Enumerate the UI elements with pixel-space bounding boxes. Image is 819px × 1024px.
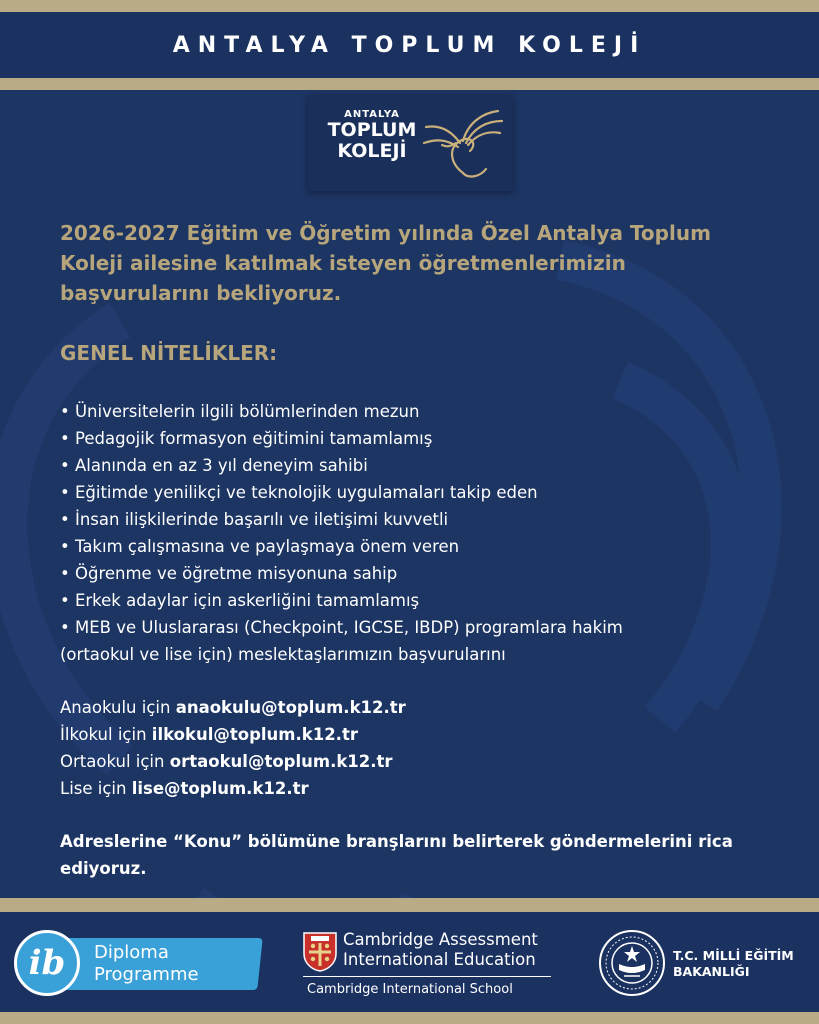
title-gold-divider bbox=[0, 78, 819, 90]
contact-list bbox=[60, 694, 780, 802]
list-item: • Üniversitelerin ilgili bölümlerinden mezun bbox=[60, 402, 420, 421]
title-bar bbox=[0, 12, 819, 78]
list-item: • Pedagojik formasyon eğitimini tamamlamış bbox=[60, 429, 433, 448]
logo-wordmark bbox=[322, 109, 422, 162]
cambridge-logo bbox=[303, 930, 553, 1002]
top-gold-stripe bbox=[0, 0, 819, 12]
list-item: • Alanında en az 3 yıl deneyim sahibi bbox=[60, 456, 368, 475]
email-link[interactable]: ilkokul@toplum.k12.tr bbox=[151, 725, 358, 744]
email-link[interactable]: lise@toplum.k12.tr bbox=[131, 779, 309, 798]
meb-logo bbox=[597, 928, 797, 1000]
contact-lise bbox=[60, 775, 780, 802]
contact-label: Lise için bbox=[60, 779, 127, 798]
cambridge-shield-icon bbox=[303, 932, 337, 972]
email-link[interactable]: ortaokul@toplum.k12.tr bbox=[169, 752, 393, 771]
logo-line-1: ANTALYA bbox=[344, 109, 400, 120]
closing-text: Adreslerine “Konu” bölümüne branşlarını belirterek göndermelerini rica ediyoruz. bbox=[60, 832, 733, 878]
ib-line-1: Diploma bbox=[94, 942, 169, 963]
cambridge-divider bbox=[303, 976, 551, 977]
list-item: • İnsan ilişkilerinde başarılı ve iletişimi kuvvetli bbox=[60, 510, 449, 529]
ib-line-2: Programme bbox=[94, 964, 199, 985]
contact-anaokulu bbox=[60, 694, 780, 721]
cambridge-school: Cambridge International School bbox=[307, 982, 513, 997]
logo-line-3: KOLEJİ bbox=[337, 140, 407, 162]
phoenix-icon bbox=[420, 103, 506, 183]
contact-ortaokul bbox=[60, 748, 780, 775]
meb-text bbox=[673, 948, 794, 980]
contact-label: İlkokul için bbox=[60, 725, 147, 744]
contact-ilkokul bbox=[60, 721, 780, 748]
ib-text bbox=[94, 942, 199, 986]
footer-gold-divider bbox=[0, 898, 819, 912]
footer bbox=[0, 912, 819, 1012]
meb-line-2: BAKANLIĞI bbox=[673, 964, 750, 979]
list-item: • Takım çalışmasına ve paylaşmaya önem veren bbox=[60, 537, 460, 556]
meb-seal-icon bbox=[597, 928, 667, 998]
qualification-list bbox=[60, 398, 780, 668]
contact-label: Anaokulu için bbox=[60, 698, 171, 717]
contact-label: Ortaokul için bbox=[60, 752, 165, 771]
meb-line-1: T.C. MİLLİ EĞİTİM bbox=[673, 948, 794, 963]
logo-line-2: TOPLUM bbox=[327, 119, 417, 141]
list-item: • MEB ve Uluslararası (Checkpoint, IGCSE, IBDP) programlara hakim bbox=[60, 618, 623, 637]
page-title: ANTALYA TOPLUM KOLEJİ bbox=[172, 32, 647, 58]
cambridge-line-2: International Education bbox=[343, 950, 536, 969]
list-item: • Eğitimde yenilikçi ve teknolojik uygulamaları takip eden bbox=[60, 483, 538, 502]
list-item: • Erkek adaylar için askerliğini tamamlamış bbox=[60, 591, 420, 610]
ib-mark-icon: ib bbox=[14, 930, 80, 996]
cambridge-title bbox=[343, 930, 538, 970]
bottom-gold-stripe bbox=[0, 1012, 819, 1024]
list-item: (ortaokul ve lise için) meslektaşlarımızın başvurularını bbox=[60, 645, 506, 664]
announcement-body bbox=[60, 218, 780, 882]
ib-diploma-logo bbox=[14, 930, 262, 996]
section-title: GENEL NİTELİKLER: bbox=[60, 341, 278, 365]
list-item: • Öğrenme ve öğretme misyonuna sahip bbox=[60, 564, 398, 583]
email-link[interactable]: anaokulu@toplum.k12.tr bbox=[175, 698, 406, 717]
school-logo bbox=[308, 95, 513, 191]
intro-text: 2026-2027 Eğitim ve Öğretim yılında Özel Antalya Toplum Koleji ailesine katılmak isteyen öğretmenlerimizin başvurularını bekliyoruz. bbox=[60, 221, 711, 305]
cambridge-line-1: Cambridge Assessment bbox=[343, 930, 538, 949]
